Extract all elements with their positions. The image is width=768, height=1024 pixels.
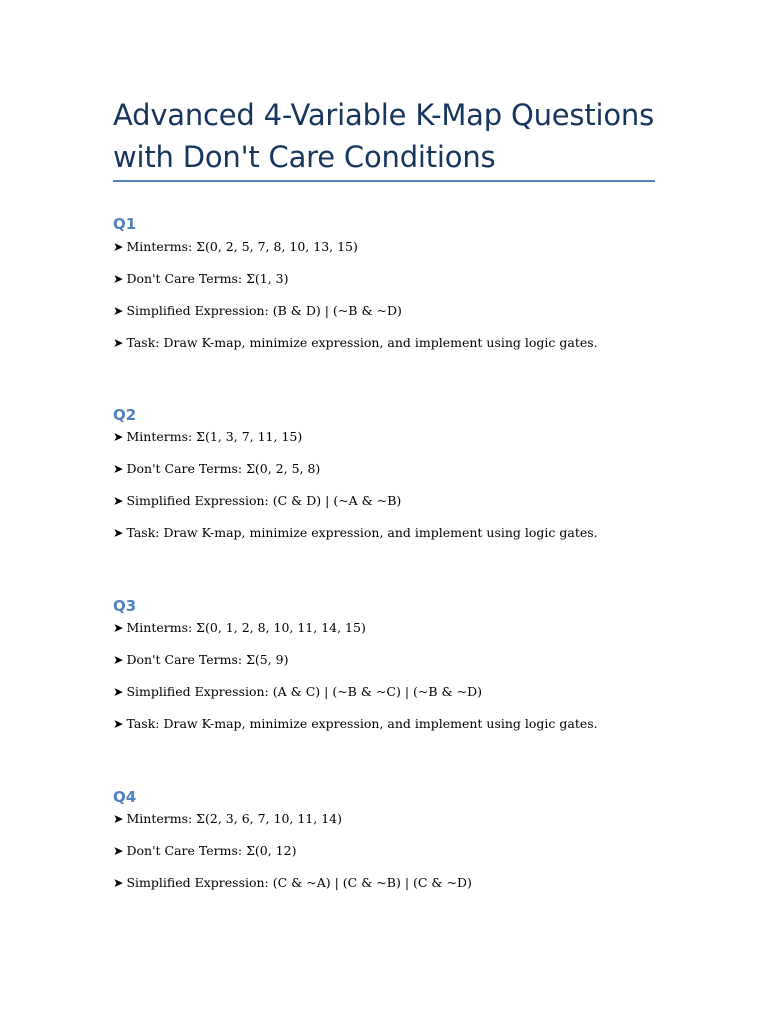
bullet-arrow-icon: ➤ [113,716,124,731]
dont-care-text: Don't Care Terms: Σ(0, 2, 5, 8) [126,461,321,476]
minterms-line [113,811,342,827]
question-heading: Q1 [113,215,137,233]
question-heading: Q4 [113,788,137,806]
dont-care-line [113,843,296,859]
question-heading: Q3 [113,597,137,615]
dont-care-line [113,652,289,668]
simplified-expression-line [113,875,472,891]
bullet-arrow-icon: ➤ [113,239,124,254]
task-text: Task: Draw K-map, minimize expression, and implement using logic gates. [126,525,598,540]
minterms-text: Minterms: Σ(2, 3, 6, 7, 10, 11, 14) [126,811,342,826]
question-block-q3 [113,596,673,731]
simplified-expression-line [113,303,402,319]
simplified-expression-line [113,493,401,509]
title-line-2: with Don't Care Conditions [113,140,496,174]
bullet-arrow-icon: ➤ [113,461,124,476]
simplified-expression-text: Simplified Expression: (B & D) | (~B & ~D) [126,303,402,318]
minterms-line [113,429,302,445]
simplified-expression-line [113,684,482,700]
question-block-q4 [113,787,673,890]
minterms-line [113,239,358,255]
question-block-q1 [113,214,673,350]
dont-care-text: Don't Care Terms: Σ(5, 9) [126,652,289,667]
bullet-arrow-icon: ➤ [113,335,124,350]
bullet-arrow-icon: ➤ [113,843,124,858]
dont-care-text: Don't Care Terms: Σ(0, 12) [126,843,297,858]
minterms-text: Minterms: Σ(0, 2, 5, 7, 8, 10, 13, 15) [126,239,358,254]
task-line [113,716,598,732]
title-underline-divider [113,180,655,182]
bullet-arrow-icon: ➤ [113,811,124,826]
document-title [113,94,673,178]
bullet-arrow-icon: ➤ [113,429,124,444]
question-heading: Q2 [113,406,137,424]
simplified-expression-text: Simplified Expression: (C & D) | (~A & ~B) [126,493,402,508]
bullet-arrow-icon: ➤ [113,493,124,508]
simplified-expression-text: Simplified Expression: (C & ~A) | (C & ~B) | (C & ~D) [126,875,472,890]
bullet-arrow-icon: ➤ [113,271,124,286]
dont-care-line [113,461,320,477]
task-line [113,335,598,351]
bullet-arrow-icon: ➤ [113,875,124,890]
bullet-arrow-icon: ➤ [113,652,124,667]
task-text: Task: Draw K-map, minimize expression, and implement using logic gates. [126,716,598,731]
question-block-q2 [113,405,673,540]
bullet-arrow-icon: ➤ [113,525,124,540]
bullet-arrow-icon: ➤ [113,303,124,318]
minterms-text: Minterms: Σ(1, 3, 7, 11, 15) [126,429,303,444]
minterms-line [113,620,366,636]
task-line [113,525,598,541]
bullet-arrow-icon: ➤ [113,684,124,699]
simplified-expression-text: Simplified Expression: (A & C) | (~B & ~C) | (~B & ~D) [126,684,482,699]
dont-care-text: Don't Care Terms: Σ(1, 3) [126,271,289,286]
bullet-arrow-icon: ➤ [113,620,124,635]
title-line-1: Advanced 4-Variable K-Map Questions [113,98,654,132]
dont-care-line [113,271,289,287]
minterms-text: Minterms: Σ(0, 1, 2, 8, 10, 11, 14, 15) [126,620,366,635]
task-text: Task: Draw K-map, minimize expression, and implement using logic gates. [126,335,598,350]
